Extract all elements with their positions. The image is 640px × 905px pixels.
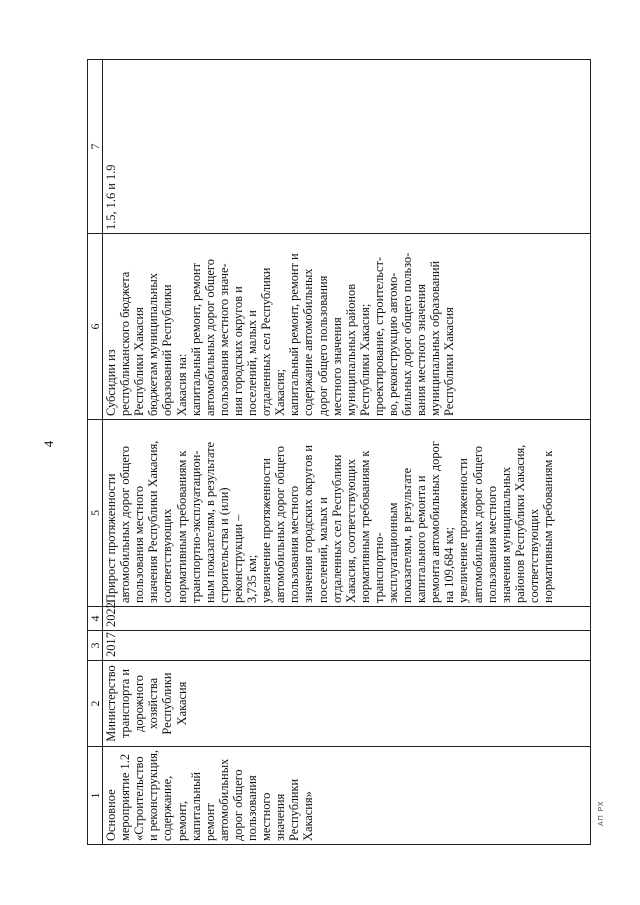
indicator-link-cell: [103, 60, 591, 234]
header-cell-5: 5: [88, 420, 103, 607]
header-cell-3: 3: [88, 631, 103, 661]
measure-name-text: Основное мероприятие 1.2 «Строительство и реконструкция, содержание, ремонт, капитальный ремонт автомобильных дорог общего пользования местного значения Республики Хакасия»: [104, 749, 316, 841]
program-table: [87, 59, 591, 845]
header-cell-7: 7: [88, 60, 103, 234]
measure-name-cell: [103, 747, 591, 845]
executor-cell: [103, 661, 591, 747]
end-year-cell: [103, 602, 591, 631]
start-year-text: 2017: [104, 632, 119, 657]
page-number: 4: [41, 440, 56, 448]
rotated-table-container: [87, 60, 589, 845]
header-cell-4: 4: [88, 607, 103, 631]
table-header-row: [88, 60, 103, 845]
table-row: [103, 60, 591, 845]
result-cell: [103, 420, 591, 607]
start-year-cell: [103, 631, 591, 661]
header-cell-2: 2: [88, 661, 103, 747]
end-year-text: 2022: [104, 602, 119, 627]
indicator-link-text: 1.5, 1.6 и 1.9: [104, 164, 119, 230]
content-cell: [103, 234, 591, 420]
footer-stamp: АП РХ: [598, 800, 605, 826]
result-text: Прирост протяженности автомобильных дорог общего пользования местного значения Республики Хакасия, соответствующих нормативным требованиям к транспортно-эксплуатацион- ным показателям, в результате строительства и (или) реконструкции – 3,735 км; увеличение протяженности автомобильных дорог общего пользования местного значения городских округов и поселений, малых и отдаленных сел Республики Хакасия, соответствующих нормативным требованиям к транспортно- эксплуатационным показателям, в результате капитального ремонта и ремонта автомобильных дорог на 109,684 км; увеличение протяженности автомобильных дорог общего пользования местного значения муниципальных районов Республики Хакасия, соответствующих нормативным требованиям к: [104, 440, 555, 603]
content-text: Субсидии из республиканского бюджета Республики Хакасия бюджетам муниципальных образований Республики Хакасия на: капитальный ремонт, ремонт автомобильных дорог общего пользования местного значе- ния городских округов и поселений, малых и отдаленных сел Республики Хакасия; капитальный ремонт, ремонт и содержание автомобильных дорог общего пользования местного значения муниципальных районов Республики Хакасия; проектирование, строительст- во, реконструкцию автомо- бильных дорог общего пользо- вания местного значения муниципальных образований Республики Хакасия: [104, 252, 457, 416]
header-cell-6: 6: [88, 234, 103, 420]
header-cell-1: 1: [88, 747, 103, 845]
executor-text: Министерство транспорта и дорожного хозяйства Республики Хакасия: [104, 665, 189, 742]
